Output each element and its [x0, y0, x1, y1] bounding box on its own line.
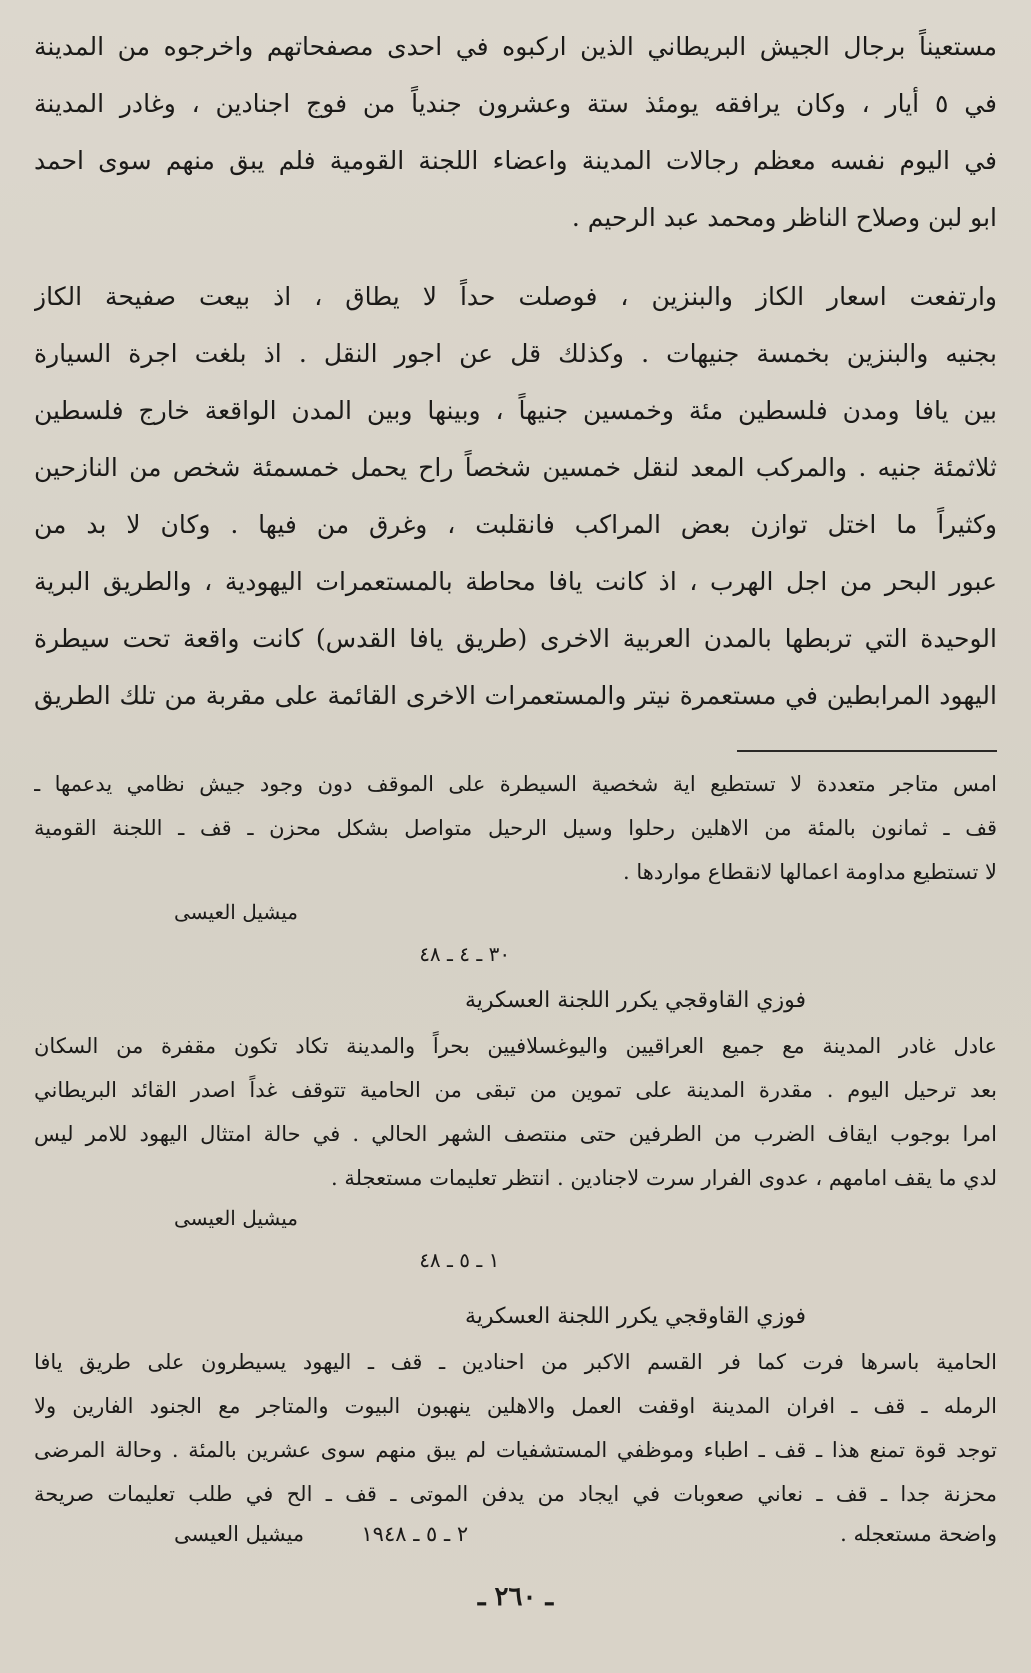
date-row [34, 1244, 997, 1284]
signature: ميشيل العيسى [174, 1522, 305, 1546]
page-number: ـ ٢٦٠ ـ [477, 1582, 554, 1612]
text-line: في اليوم نفسه معظم رجالات المدينة واعضاء اللجنة القومية فلم يبق منهم سوى احمد [34, 146, 997, 175]
text-line: بجنيه والبنزين بخمسة جنيهات . وكذلك قل عن اجور النقل . اذ بلغت اجرة السيارة [34, 339, 997, 368]
cable-date: ١ ـ ٥ ـ ٤٨ [419, 1248, 500, 1272]
text-line: وارتفعت اسعار الكاز والبنزين ، فوصلت حداً لا يطاق ، اذ بيعت صفيحة الكاز [34, 282, 997, 311]
signature-row [34, 1200, 997, 1244]
cable-line: الرمله ـ قف ـ افران المدينة اوقفت العمل والاهلين ينهبون البيوت والمتاجر مع الجنود الفارين ولا [34, 1394, 997, 1418]
text-line: مستعيناً برجال الجيش البريطاني الذين اركبوه في احدى مصفحاتهم واخرجوه من المدينة [34, 32, 997, 61]
paragraph-1 [34, 18, 997, 246]
signature: ميشيل العيسى [174, 1206, 298, 1230]
cable-date: ٢ ـ ٥ ـ ١٩٤٨ [361, 1522, 469, 1546]
cable-line: الحامية باسرها فرت كما فر القسم الاكبر من احنادين ـ قف ـ اليهود يسيطرون على طريق يافا [34, 1350, 997, 1374]
text-line: عبور البحر من اجل الهرب ، اذ كانت يافا محاطة بالمستعمرات اليهودية ، والطريق البرية [34, 567, 997, 596]
signature: ميشيل العيسى [174, 900, 298, 924]
signature-row [34, 894, 997, 938]
cable-last-line: واضحة مستعجله . [840, 1522, 997, 1546]
cable-line: عادل غادر المدينة مع جميع العراقيين واليوغسلافيين بحراً والمدينة تكاد تكون مقفرة من السكان [34, 1034, 997, 1058]
text-line: في ٥ أيار ، وكان يرافقه يومئذ ستة وعشرون جندياً من فوج اجنادين ، وغادر المدينة [34, 89, 997, 118]
cable-line: لدي ما يقف امامهم ، عدوى الفرار سرت لاجنادين . انتظر تعليمات مستعجلة . [330, 1166, 997, 1190]
text-line: بين يافا ومدن فلسطين مئة وخمسين جنيهاً ، وبينها وبين المدن الواقعة خارج فلسطين [34, 396, 997, 425]
cable-line: امرا بوجوب ايقاف الضرب من الطرفين حتى منتصف الشهر الحالي . في حالة امتثال اليهود للامر ليس [34, 1122, 997, 1146]
cable-line: امس متاجر متعددة لا تستطيع اية شخصية السيطرة على الموقف دون وجود جيش نظامي يدعمها ـ [34, 772, 997, 796]
text-line: وكثيراً ما اختل توازن بعض المراكب فانقلبت ، وغرق من فيها . وكان لا بد من [34, 510, 997, 539]
cable-line: لا تستطيع مداومة اعمالها لانقطاع مواردها . [623, 860, 997, 884]
cable-date: ٣٠ ـ ٤ ـ ٤٨ [419, 942, 511, 966]
cable-line: توجد قوة تمنع هذا ـ قف ـ اطباء وموظفي المستشفيات لم يبق منهم سوى عشرين بالمئة . وحالة المرضى [34, 1438, 997, 1462]
paragraph-2 [34, 268, 997, 724]
cable-header: فوزي القاوقجي يكرر اللجنة العسكرية [464, 1304, 807, 1329]
text-line: الوحيدة التي تربطها بالمدن العربية الاخرى (طريق يافا القدس) كانت واقعة تحت سيطرة [34, 624, 997, 653]
cable-line: قف ـ ثمانون بالمئة من الاهلين رحلوا وسيل الرحيل متواصل بشكل محزن ـ قف ـ اللجنة القومية [34, 816, 997, 840]
cable-2 [34, 978, 997, 1284]
footnote-divider [737, 750, 997, 752]
main-text [34, 18, 997, 724]
text-line: ثلاثمئة جنيه . والمركب المعد لنقل خمسين شخصاً راح يحمل خمسمئة شخص من النازحين [34, 453, 997, 482]
text-line: اليهود المرابطين في مستعمرة نيتر والمستعمرات الاخرى القائمة على مقربة من تلك الطريق [34, 681, 997, 710]
cable-line: محزنة جدا ـ قف ـ نعاني صعوبات في ايجاد من يدفن الموتى ـ قف ـ الح في طلب تعليمات صريحة [34, 1482, 997, 1506]
text-line: ابو لبن وصلاح الناظر ومحمد عبد الرحيم . [571, 203, 997, 232]
date-row [34, 938, 997, 978]
cable-line: بعد ترحيل اليوم . مقدرة المدينة على تموين من تبقى من الحامية تتوقف غداً اصدر القائد البريطاني [34, 1078, 997, 1102]
cable-3 [34, 1294, 997, 1560]
cable-1 [34, 762, 997, 978]
final-row [34, 1516, 997, 1560]
cable-header: فوزي القاوقجي يكرر اللجنة العسكرية [464, 988, 807, 1013]
